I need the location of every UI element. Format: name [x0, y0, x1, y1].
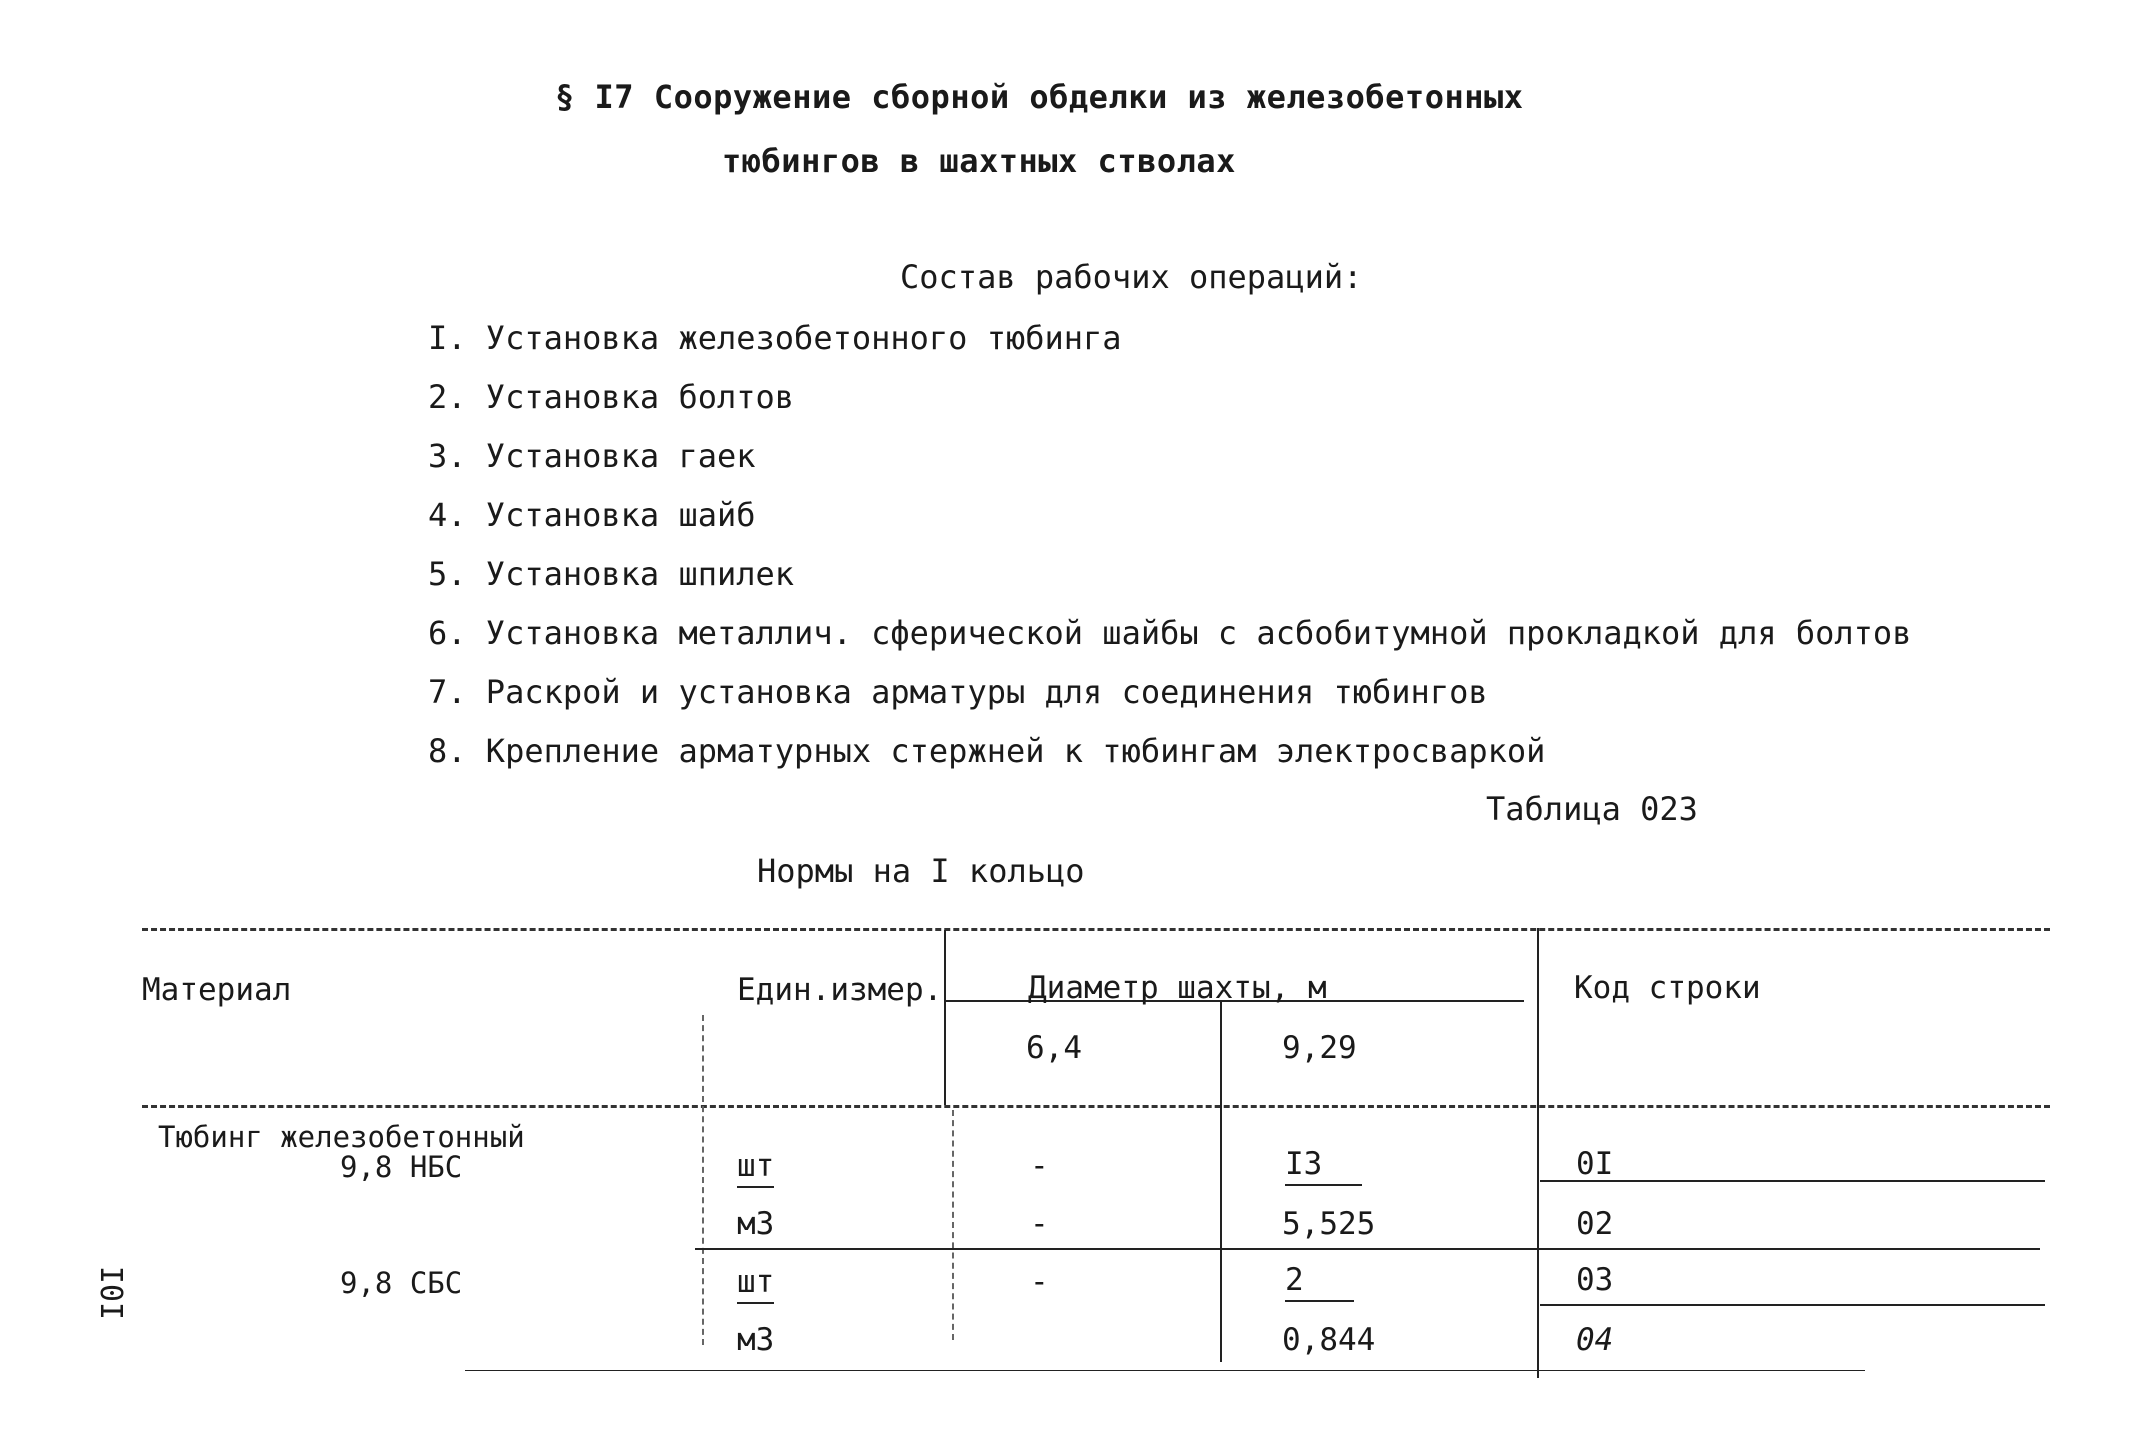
row-unit: м3 — [737, 1322, 775, 1358]
operation-item: 3. Установка гаек — [428, 437, 756, 475]
header-material: Материал — [142, 972, 292, 1008]
row-material: 9,8 НБС — [340, 1150, 463, 1184]
group-label: Тюбинг железобетонный — [158, 1120, 525, 1154]
operation-item: 5. Установка шпилек — [428, 555, 795, 593]
operation-item: I. Установка железобетонного тюбинга — [428, 319, 1122, 357]
row-rule-01 — [1540, 1180, 2045, 1182]
row-unit: шт — [737, 1148, 774, 1188]
header-diameter: Диаметр шахты, м — [1028, 970, 1327, 1006]
header-diameter-6-4: 6,4 — [1026, 1030, 1082, 1066]
row-code: 0I — [1576, 1146, 1614, 1182]
row-value-d1: - — [1030, 1206, 1049, 1242]
diameter-col-left-border — [944, 930, 946, 1105]
row-code: 02 — [1576, 1206, 1614, 1242]
row-unit: шт — [737, 1264, 774, 1304]
section-title-line2: тюбингов в шахтных стволах — [722, 142, 1236, 180]
norms-label: Нормы на I кольцо — [757, 852, 1085, 890]
table-top-rule — [142, 928, 2050, 931]
row-material: 9,8 СБС — [340, 1266, 463, 1300]
table-number: Таблица 023 — [1486, 790, 1698, 828]
row-value-d1: - — [1030, 1148, 1049, 1184]
operation-item: 2. Установка болтов — [428, 378, 795, 416]
row-value-d2: 5,525 — [1282, 1206, 1376, 1242]
operation-item: 6. Установка металлич. сферической шайбы с асбобитумной прокладкой для болтов — [428, 614, 1912, 652]
row-unit: м3 — [737, 1206, 775, 1242]
header-code: Код строки — [1574, 970, 1761, 1006]
header-diameter-9-29: 9,29 — [1282, 1030, 1357, 1066]
operations-title: Состав рабочих операций: — [900, 258, 1363, 296]
row-value-d1: - — [1030, 1264, 1049, 1300]
code-col-left-border — [1537, 928, 1539, 1378]
operation-item: 8. Крепление арматурных стержней к тюбингам электросваркой — [428, 732, 1546, 770]
operation-item: 4. Установка шайб — [428, 496, 756, 534]
d1-col-left-border — [952, 1110, 954, 1340]
row-code: 03 — [1576, 1262, 1614, 1298]
d1-d2-col-divider — [1220, 1002, 1222, 1362]
row-value-d2: 2 — [1285, 1262, 1354, 1302]
page-number: I0I — [96, 1265, 131, 1320]
table-bottom-rule — [465, 1370, 1865, 1371]
row-code: 04 — [1576, 1322, 1614, 1358]
section-title-line1: § I7 Сооружение сборной обделки из железобетонных — [555, 78, 1524, 116]
row-rule-03 — [1540, 1304, 2045, 1306]
row-value-d2: I3 — [1285, 1146, 1362, 1186]
row-value-d2: 0,844 — [1282, 1322, 1376, 1358]
row-rule-02 — [695, 1248, 2040, 1250]
header-unit: Един.измер. — [737, 972, 943, 1008]
operation-item: 7. Раскрой и установка арматуры для соединения тюбингов — [428, 673, 1488, 711]
table-header-rule — [142, 1105, 2050, 1108]
unit-col-left-border — [702, 1015, 704, 1345]
